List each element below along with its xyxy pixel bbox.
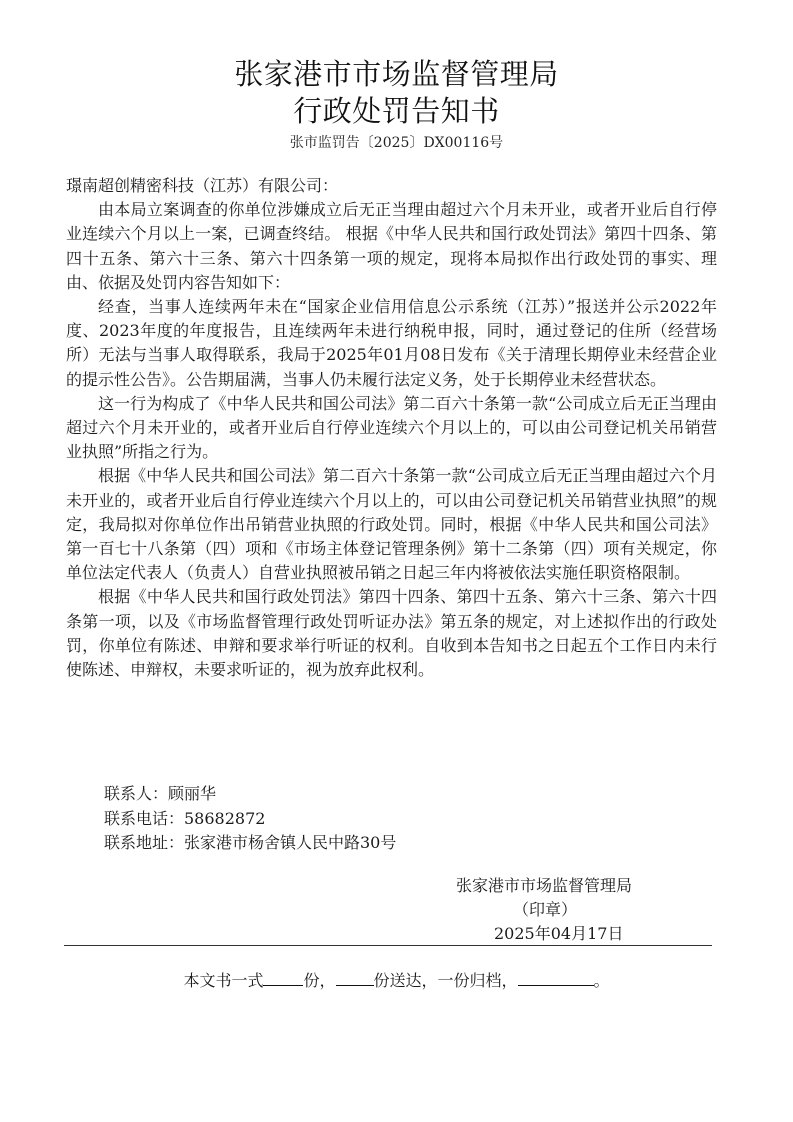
footer-text-served: 份送达，一份归档， — [373, 971, 518, 990]
blank-remark — [518, 969, 594, 986]
contact-block — [104, 782, 396, 856]
footer-text-parts: 份， — [303, 971, 336, 990]
notice-body — [66, 174, 717, 682]
paragraph-rights: 根据《中华人民共和国行政处罚法》第四十四条、第四十五条、第六十三条、第六十四条第一项，以及《市场监督管理行政处罚听证办法》第五条的规定，对上述拟作出的行政处罚，你单位有陈述、申辩和要求举行听证的权利。自收到本告知书之日起五个工作日内未行使陈述、申辩权，未要求听证的，视为放弃此权利。 — [66, 587, 717, 680]
contact-address: 联系地址：张家港市杨舍镇人民中路30号 — [104, 833, 397, 852]
paragraph-findings: 经查，当事人连续两年未在“国家企业信用信息公示系统（江苏）”报送并公示2022年度、2023年度的年度报告，且连续两年未进行纳税申报，同时，通过登记的住所（经营场所）无法与当事人取得联系，我局于2025年01月08日发布《关于清理长期停业未经营企业的提示性公告》。公告期届满，当事人仍未履行法定义务，处于长期停业未经营状态。 — [66, 297, 717, 389]
blank-copies-total — [263, 969, 303, 986]
signature-block — [448, 874, 688, 946]
signing-organization: 张家港市市场监督管理局 — [456, 876, 633, 895]
blank-copies-served — [336, 969, 374, 986]
paragraph-penalty: 根据《中华人民共和国公司法》第二百六十条第一款“公司成立后无正当理由超过六个月未开业的，或者开业后自行停业连续六个月以上的，可以由公司登记机关吊销营业执照”的规定，我局拟对你单位作出吊销营业执照的行政处罚。同时，根据《中华人民共和国公司法》第一百七十八条第（四）项和《市场主体登记管理条例》第十二条第（四）项有关规定，你单位法定代表人（负责人）自营业执照被吊销之日起三年内将被依法实施任职资格限制。 — [66, 466, 717, 583]
contact-person: 联系人：顾丽华 — [104, 784, 217, 803]
footer-distribution-line — [0, 969, 793, 992]
footer-text-end: 。 — [593, 971, 610, 990]
addressee: 璟南超创精密科技（江苏）有限公司： — [66, 176, 339, 195]
issuer-title: 张家港市市场监督管理局 — [234, 57, 559, 91]
paragraph-case-summary: 由本局立案调查的你单位涉嫌成立后无正当理由超过六个月未开业，或者开业后自行停业连续六个月以上一案，已调查终结。 根据《中华人民共和国行政处罚法》第四十四条、第四十五条、第六十三条、第六十四条第一项的规定，现将本局拟作出行政处罚的事实、理由、依据及处罚内容告知如下： — [66, 200, 717, 292]
issue-date: 2025年04月17日 — [494, 924, 624, 943]
paragraph-violation: 这一行为构成了《中华人民共和国公司法》第二百六十条第一款“公司成立后无正当理由超过六个月未开业的，或者开业后自行停业连续六个月以上的，可以由公司登记机关吊销营业执照”所指之行为。 — [66, 393, 717, 462]
seal-label: （印章） — [513, 900, 578, 919]
document-title: 行政处罚告知书 — [293, 94, 500, 128]
document-number: 张市监罚告〔2025〕DX00116号 — [289, 135, 504, 151]
contact-phone: 联系电话：58682872 — [104, 808, 266, 828]
footer-divider — [64, 945, 712, 946]
footer-text-copies: 本文书一式 — [183, 971, 264, 990]
